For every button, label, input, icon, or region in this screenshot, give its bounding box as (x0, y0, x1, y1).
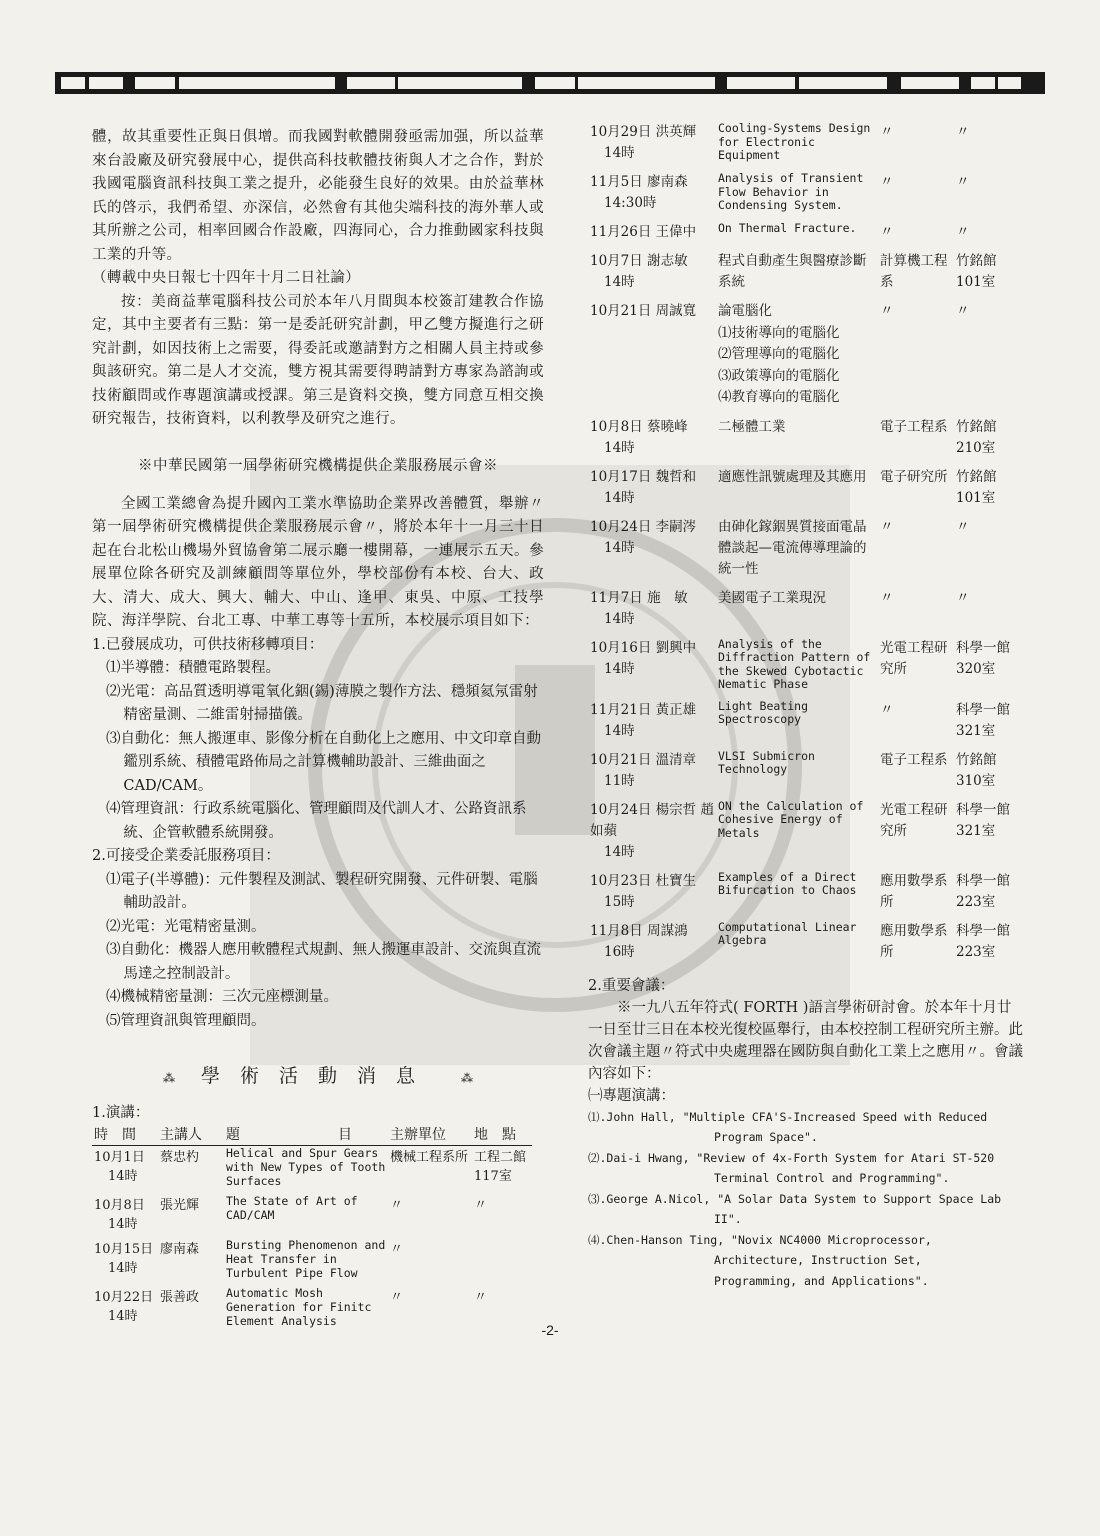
talk-line-continued: Terminal Control and Programming". (714, 1171, 950, 1185)
editorial-paragraph: 體，故其重要性正與日俱增。而我國對軟體開發亟需加强，所以益華來台設廠及研究發展中心，提供高科技軟體技術與人才之合作，對於我國電腦資訊科技與工業之提升，必能發生良好的效果。由於益華林氏的啓示，我們希望、亦深信，必然會有其他尖端科技的海外華人或其所辦之公司，相率回國合作設廠，四海同心，合力推動國家科技與工業的升等。 (92, 129, 544, 263)
lecture-place (472, 1238, 532, 1286)
lecture-place: 〃 (474, 1290, 488, 1305)
left-column (92, 126, 544, 1334)
lecture-date: 10月7日 (590, 253, 643, 269)
table-row (588, 220, 1023, 249)
lecture-time: 14時 (108, 1169, 138, 1184)
table-row (92, 1238, 532, 1286)
transferable-items-title: 1.已發展成功，可供技術移轉項目： (92, 636, 324, 653)
talk-line-continued: Programming, and Applications". (714, 1273, 929, 1288)
lecture-date: 11月26日 (590, 224, 652, 240)
lecture-time: 14時 (604, 439, 635, 456)
lecture-place: 竹銘館310室 (956, 751, 997, 789)
talk-line-continued: II". (714, 1212, 742, 1226)
lecture-time: 14時 (108, 1217, 138, 1232)
lecture-speaker: 施 敏 (647, 589, 688, 606)
lecture-place: 〃 (956, 518, 970, 535)
lecture-place: 科學一館223室 (956, 922, 1010, 960)
table-row (588, 748, 1023, 798)
lecture-time: 14時 (108, 1261, 138, 1276)
page-number: -2- (541, 1322, 559, 1338)
lecture-host: 〃 (880, 224, 894, 240)
lecture-speaker: 蔡忠杓 (160, 1150, 200, 1165)
commission-items-list (92, 869, 544, 1034)
list-item (588, 1148, 1023, 1189)
talk-line: ⑴.John Hall, "Multiple CFA'S-Increased Speed with Reduced (588, 1109, 988, 1124)
lecture-place: 工程二館117室 (474, 1150, 527, 1184)
list-item: ⑷管理資訊：行政系統電腦化、管理顧問及代訓人才、公路資訊系統、企管軟體系統開發。 (106, 801, 527, 841)
header-place: 地 點 (472, 1124, 532, 1146)
transferable-items-list (92, 657, 544, 845)
lecture-title: The State of Art of CAD/CAM (226, 1194, 358, 1222)
agreement-note-paragraph: 按：美商益華電腦科技公司於本年八月間與本校簽訂建教合作協定，其中主要者有三點：第一是委託研究計劃，甲乙雙方擬進行之研究計劃，如因技術上之需要，得委託或邀請對方之相關人員主持或參與該研究。第二是人才交流，雙方視其需要得聘請對方專家為諮詢或技術顧問或作專題演講或授課。第三是資料交換，雙方同意互相交換研究報告，技術資料，以利教學及研究之進行。 (92, 293, 544, 427)
lecture-speaker: 溫清章 (655, 751, 697, 768)
list-item (588, 1189, 1023, 1230)
lecture-host: 電子工程系 (880, 751, 948, 768)
lecture-date: 10月17日 (590, 468, 652, 485)
conference-paragraph: ※一九八五年符式( FORTH )語言學術研討會。於本年十月廿一日至廿三日在本校光復校區舉行，由本校控制工程研究所主辦。此次會議主題〃符式中央處理器在國防與自動化工業上之應用〃。會議內容如下： (588, 999, 1023, 1082)
table-row (588, 415, 1023, 465)
academic-news-title (92, 1061, 544, 1088)
lecture-place: 科學一館321室 (956, 801, 1010, 839)
lecture-place: 科學一館223室 (956, 872, 1010, 910)
lecture-speaker: 李嗣涔 (655, 518, 697, 535)
lecture-host: 〃 (880, 174, 894, 190)
lecture-date: 10月1日 (94, 1150, 145, 1165)
list-item: ⑶自動化：無人搬運車、影像分析在自動化上之應用、中文印章自動鑑別系統、積體電路佈局之計算機輔助設計、三維曲面之 CAD/CAM。 (106, 730, 541, 794)
list-item: ⑵光電：高品質透明導電氧化銦(錫)薄膜之製作方法、穩頻氦氖雷射精密量測、二維雷射掃描儀。 (106, 683, 538, 723)
list-item: ⑶政策導向的電腦化 (718, 367, 840, 384)
list-item: ⑵光電：光電精密量測。 (106, 918, 266, 935)
lectures-label: 1.演講： (92, 1105, 150, 1121)
lecture-host: 〃 (880, 303, 894, 319)
table-row (588, 636, 1023, 698)
lecture-date: 10月16日 (590, 639, 652, 656)
star-icon: ⁂ (461, 1071, 474, 1085)
lecture-host: 〃 (880, 589, 894, 606)
lecture-speaker: 王偉中 (655, 224, 697, 240)
list-item: ⑸管理資訊與管理顧問。 (106, 1012, 266, 1029)
header-host: 主辦單位 (388, 1124, 472, 1146)
lecture-speaker: 張光輝 (160, 1198, 200, 1213)
lecture-place: 竹銘館210室 (956, 418, 997, 456)
list-item: ⑴半導體：積體電路製程。 (106, 660, 280, 676)
right-column (588, 120, 1023, 1291)
lecture-host: 機械工程系所 (390, 1150, 469, 1165)
lecture-date: 11月21日 (590, 701, 652, 718)
lecture-time: 14時 (604, 145, 635, 161)
lecture-title: Computational Linear Algebra (718, 919, 857, 947)
lecture-title: Automatic Mosh Generation for Finitc Element Analysis (226, 1286, 372, 1328)
academic-news-title-text: 學術活動消息 (200, 1065, 435, 1087)
lecture-place: 竹銘館101室 (956, 253, 997, 290)
table-row (588, 798, 1023, 869)
lecture-date: 11月8日 (590, 922, 643, 939)
lecture-host: 光電工程研究所 (880, 801, 948, 839)
conference-title: 2.重要會議： (588, 977, 675, 994)
lecture-title: Bursting Phenomenon and Heat Transfer in Turbulent Pipe Flow (226, 1238, 386, 1280)
table-row (92, 1194, 532, 1238)
lecture-host: 應用數學系所 (880, 872, 948, 910)
lecture-date: 10月21日 (590, 751, 652, 768)
commission-items-title: 2.可接受企業委託服務項目： (92, 848, 280, 864)
lecture-host: 〃 (880, 518, 894, 535)
list-item (588, 1107, 1023, 1148)
lecture-place: 科學一館321室 (956, 701, 1010, 739)
conference-section (588, 975, 1023, 1292)
table-row (588, 869, 1023, 919)
list-item: ⑴技術導向的電腦化 (718, 324, 840, 341)
lecture-title: VLSI Submicron Technology (718, 748, 815, 776)
exhibition-paragraph: 全國工業總會為提升國內工業水準協助企業界改善體質，舉辦〃第一屆學術研究機構提供企業服務展示會〃，將於本年十一月三十日起在台北松山機場外貿協會第二展示廳一樓開幕，一連展示五天。參展單位除各研究及訓練顧問等單位外，學校部份有本校、台大、政大、清大、成大、興大、輔大、中山、逢甲、東吳、中原、工技學院、海洋學院、台北工專、中華工專等十五所，本校展示項目如下： (92, 495, 544, 629)
lecture-time: 14時 (604, 722, 635, 739)
table-row (588, 120, 1023, 170)
lecture-date: 10月8日 (94, 1198, 145, 1213)
table-header-row (92, 1124, 532, 1146)
table-row (588, 465, 1023, 515)
talk-line: ⑵.Dai-i Hwang, "Review of 4x-Forth System for Atari ST-520 (588, 1150, 995, 1165)
lecture-date: 10月23日 (590, 872, 652, 889)
lecture-speaker: 周謀鴻 (647, 922, 688, 939)
lecture-place: 竹銘館101室 (956, 468, 997, 506)
lecture-speaker: 周誠寬 (655, 303, 697, 319)
lecture-speaker: 黃正雄 (655, 701, 697, 718)
table-row (588, 299, 1023, 415)
lecture-title: Light Beating Spectroscopy (718, 698, 809, 726)
table-row (588, 515, 1023, 586)
lecture-date: 11月7日 (590, 589, 643, 606)
lecture-host: 〃 (880, 701, 894, 718)
lecture-date: 10月22日 (94, 1290, 154, 1305)
lecture-host: 電子工程系 (880, 418, 948, 435)
lecture-title: 論電腦化 (718, 303, 772, 319)
talk-line: ⑶.George A.Nicol, "A Solar Data System to Support Space Lab (588, 1191, 1002, 1206)
lecture-title: ON the Calculation of Cohesive Energy of Metals (718, 798, 864, 840)
lecture-time: 14時 (604, 843, 635, 860)
talk-line-continued: Architecture, Instruction Set, (714, 1253, 922, 1267)
list-item: ⑴電子(半導體)：元件製程及測試、製程研究開發、元件研製、電腦輔助設計。 (106, 871, 538, 911)
list-item: ⑷機械精密量測：三次元座標測量。 (106, 989, 338, 1005)
lecture-time: 11時 (604, 772, 635, 789)
lecture-host: 〃 (880, 124, 894, 140)
lecture-speaker: 張善政 (160, 1290, 200, 1305)
lecture-time: 14時 (604, 660, 635, 677)
header-speaker: 主講人 (158, 1124, 224, 1146)
lecture-host: 光電工程研究所 (880, 639, 948, 677)
lectures-table (92, 1124, 532, 1334)
talks-list (588, 1107, 1023, 1292)
lecture-title: Analysis of the Diffraction Pattern of the Skewed Cybotactic Nematic Phase (718, 636, 871, 691)
lecture-time: 14時 (604, 610, 635, 627)
lecture-place: 〃 (474, 1198, 488, 1213)
lecture-title: Examples of a Direct Bifurcation to Chaos (718, 869, 857, 897)
table-row (588, 919, 1023, 969)
lecture-date: 10月21日 (590, 303, 652, 319)
lecture-time: 14:30時 (604, 195, 657, 211)
lecture-date: 11月5日 (590, 174, 643, 190)
lecture-place: 〃 (956, 174, 970, 190)
talk-line-continued: Program Space". (714, 1130, 818, 1144)
lecture-title: Cooling-Systems Design for Electronic Equipment (718, 121, 871, 162)
lecture-time: 16時 (604, 943, 635, 960)
lecture-date: 10月24日 (590, 518, 652, 535)
lecture-time: 14時 (604, 274, 635, 290)
table-row (588, 586, 1023, 636)
lecture-date: 10月29日 (590, 124, 652, 140)
table-row (92, 1146, 532, 1195)
list-item: ⑶自動化：機器人應用軟體程式規劃、無人搬運車設計、交流與直流馬達之控制設計。 (106, 942, 541, 982)
lecture-title: 適應性訊號處理及其應用 (718, 468, 867, 485)
exhibition-heading: ※中華民國第一屆學術研究機構提供企業服務展示會※ (138, 457, 498, 474)
lecture-time: 14時 (604, 489, 635, 506)
lecture-host: 〃 (390, 1290, 404, 1305)
table-row (588, 249, 1023, 299)
lecture-speaker: 廖南森 (160, 1242, 200, 1257)
list-item (588, 1230, 1023, 1292)
lecture-host: 應用數學系所 (880, 922, 948, 960)
lecture-time: 14時 (604, 539, 635, 556)
lecture-time: 15時 (604, 893, 635, 910)
lecture-speaker: 劉興中 (655, 639, 697, 656)
header-time: 時 間 (92, 1124, 158, 1146)
lecture-place: 〃 (956, 224, 970, 240)
lecture-speaker: 廖南森 (647, 174, 688, 190)
lecture-title: 美國電子工業現況 (718, 589, 826, 606)
lecture-date: 10月15日 (94, 1242, 154, 1257)
lecture-speaker: 謝志敏 (647, 253, 688, 269)
decorative-header-bar (55, 70, 1045, 96)
header-title: 題 目 (224, 1124, 388, 1146)
lecture-speaker: 洪英輝 (655, 124, 697, 140)
lecture-speaker: 杜寶生 (655, 872, 697, 889)
list-item: ⑵管理導向的電腦化 (718, 346, 840, 362)
lecture-speaker: 蔡曉峰 (647, 418, 688, 435)
lecture-date: 10月8日 (590, 418, 643, 435)
lecture-title: 由砷化鎵銦異質接面電晶體談起—電流傳導理論的統一性 (718, 518, 867, 577)
lecture-host: 電子研究所 (880, 468, 948, 485)
lecture-host: 計算機工程系 (880, 253, 948, 290)
lecture-speaker: 楊宗哲 趙如蘋 (590, 801, 714, 839)
lecture-place: 〃 (956, 303, 970, 319)
lecture-place: 〃 (956, 124, 970, 140)
lecture-title: On Thermal Fracture. (718, 221, 857, 235)
talk-line: ⑷.Chen-Hanson Ting, "Novix NC4000 Microprocessor, (588, 1232, 932, 1247)
lecture-place: 〃 (956, 589, 970, 606)
lecture-time: 14時 (108, 1309, 138, 1324)
lecture-title: Analysis of Transient Flow Behavior in Condensing System. (718, 171, 864, 212)
list-item: ⑷教育導向的電腦化 (718, 389, 840, 405)
lecture-place: 科學一館320室 (956, 639, 1010, 677)
lecture-date: 10月24日 (590, 801, 652, 818)
talks-label: ㈠專題演講： (588, 1087, 675, 1104)
star-icon: ⁂ (162, 1071, 175, 1085)
lecture-title: 程式自動產生與醫療診斷系統 (718, 253, 867, 290)
lecture-host: 〃 (390, 1242, 404, 1257)
table-row (588, 170, 1023, 220)
lectures-table-continued (588, 120, 1023, 969)
lecture-host: 〃 (390, 1198, 404, 1213)
lecture-title: 二極體工業 (718, 418, 786, 435)
table-row (588, 698, 1023, 748)
lecture-speaker: 魏哲和 (655, 468, 697, 485)
lecture-title: Helical and Spur Gears with New Types of Tooth Surfaces (226, 1146, 386, 1188)
source-note: （轉載中央日報七十四年十月二日社論） (92, 270, 361, 286)
